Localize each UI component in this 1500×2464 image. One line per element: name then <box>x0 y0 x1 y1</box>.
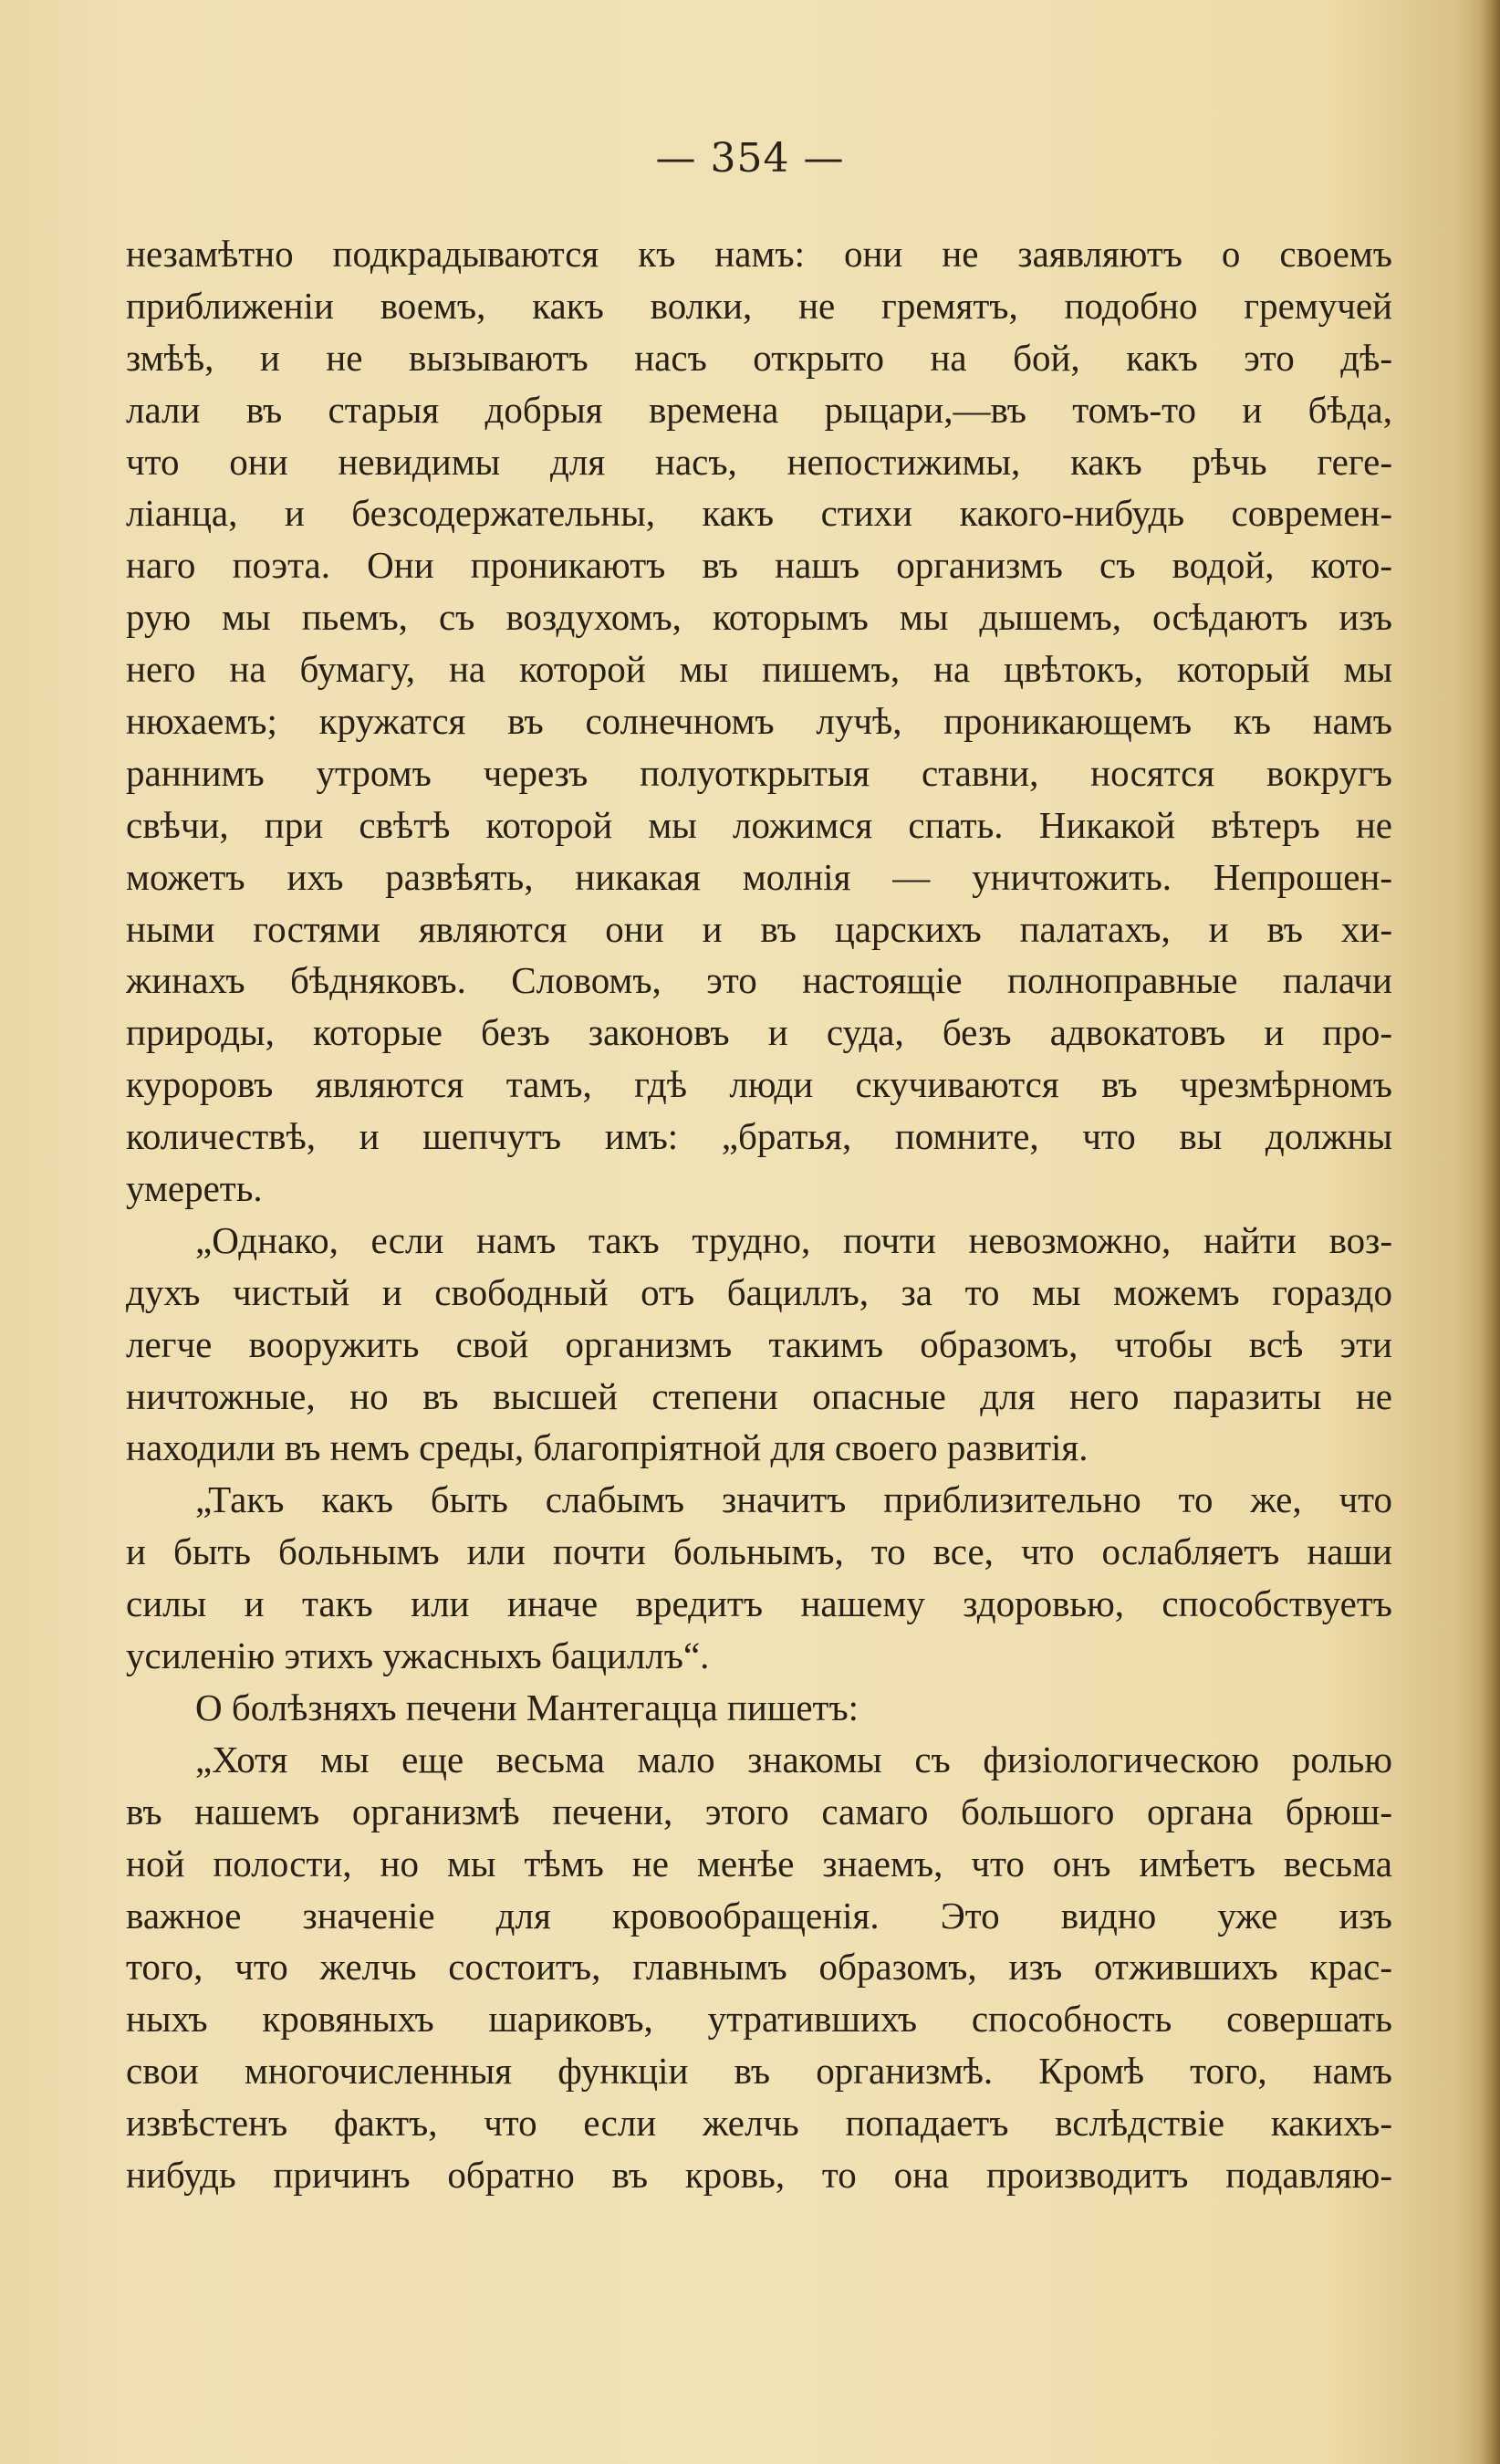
text-line: свои многочисленныя функціи въ организмѣ. Кромѣ того, намъ <box>126 2050 1392 2093</box>
text-line: незамѣтно подкрадываются къ намъ: они не заявляютъ о своемъ <box>126 233 1392 275</box>
text-line: рую мы пьемъ, съ воздухомъ, которымъ мы дышемъ, осѣдаютъ изъ <box>126 596 1392 639</box>
text-line: находили въ немъ среды, благопріятной для своего развитія. <box>126 1426 1089 1469</box>
text-line: свѣчи, при свѣтѣ которой мы ложимся спать. Никакой вѣтеръ не <box>126 803 1392 846</box>
text-line: ными гостями являются они и въ царскихъ палатахъ, и въ хи- <box>126 907 1392 950</box>
text-line: и быть больнымъ или почти больнымъ, то все, что ослабляетъ наши <box>126 1530 1392 1573</box>
text-line: духъ чистый и свободный отъ бациллъ, за то мы можемъ гораздо <box>126 1270 1392 1313</box>
text-line: куроровъ являются тамъ, гдѣ люди скучиваются въ чрезмѣрномъ <box>126 1063 1392 1106</box>
text-line: ной полости, но мы тѣмъ не менѣе знаемъ, что онъ имѣетъ весьма <box>126 1842 1392 1885</box>
text-line: „Хотя мы еще весьма мало знакомы съ физіологическою ролью <box>195 1738 1392 1780</box>
text-line: силы и такъ или иначе вредитъ нашему здоровью, способствуетъ <box>126 1582 1392 1625</box>
text-line: ныхъ кровяныхъ шариковъ, утратившихъ способность совершать <box>126 1998 1392 2041</box>
text-line: змѣѣ, и не вызываютъ насъ открыто на бой, какъ это дѣ- <box>126 336 1392 379</box>
text-line: лали въ старыя добрыя времена рыцари,—въ томъ-то и бѣда, <box>126 388 1392 431</box>
text-line: нюхаемъ; кружатся въ солнечномъ лучѣ, проникающемъ къ намъ <box>126 700 1392 743</box>
text-line: усиленію этихъ ужасныхъ бациллъ“. <box>126 1634 710 1677</box>
text-line: ліанца, и безсодержательны, какъ стихи какого-нибудь современ- <box>126 492 1392 535</box>
text-line: количествѣ, и шепчутъ имъ: „братья, помните, что вы должны <box>126 1115 1392 1158</box>
text-line: О болѣзняхъ печени Мантегацца пишетъ: <box>195 1686 859 1728</box>
text-line: важное значеніе для кровообращенія. Это видно уже изъ <box>126 1894 1392 1937</box>
text-line: наго поэта. Они проникаютъ въ нашъ организмъ съ водой, кото- <box>126 544 1392 587</box>
text-line: извѣстенъ фактъ, что если желчь попадаетъ вслѣдствіе какихъ- <box>126 2102 1392 2145</box>
text-line: него на бумагу, на которой мы пишемъ, на цвѣтокъ, который мы <box>126 648 1392 691</box>
text-line: легче вооружить свой организмъ такимъ образомъ, чтобы всѣ эти <box>126 1322 1392 1365</box>
text-line: что они невидимы для насъ, непостижимы, какъ рѣчь геге- <box>126 440 1392 483</box>
text-line: того, что желчь состоитъ, главнымъ образомъ, изъ отжившихъ крас- <box>126 1946 1392 1989</box>
text-line: жинахъ бѣдняковъ. Словомъ, это настоящіе полноправные палачи <box>126 959 1392 1002</box>
page-number: — 354 — <box>655 135 845 182</box>
text-line: раннимъ утромъ черезъ полуоткрытыя ставни, носятся вокругъ <box>126 751 1392 794</box>
text-line: нибудь причинъ обратно въ кровь, то она производитъ подавляю- <box>126 2153 1392 2196</box>
text-line: приближенiи воемъ, какъ волки, не гремятъ, подобно гремучей <box>126 284 1392 327</box>
text-line: ничтожные, но въ высшей степени опасные для него паразиты не <box>126 1374 1392 1417</box>
text-line: „Такъ какъ быть слабымъ значитъ приблизительно то же, что <box>195 1478 1392 1521</box>
text-line: можетъ ихъ развѣять, никакая молнія — уничтожить. Непрошен- <box>126 855 1392 898</box>
text-line: умереть. <box>126 1167 263 1210</box>
body-text <box>126 228 1392 2201</box>
text-line: природы, которые безъ законовъ и суда, безъ адвокатовъ и про- <box>126 1011 1392 1054</box>
text-line: „Однако, если намъ такъ трудно, почти невозможно, найти воз- <box>195 1218 1392 1261</box>
text-line: въ нашемъ организмѣ печени, этого самаго большого органа брюш- <box>126 1790 1392 1832</box>
